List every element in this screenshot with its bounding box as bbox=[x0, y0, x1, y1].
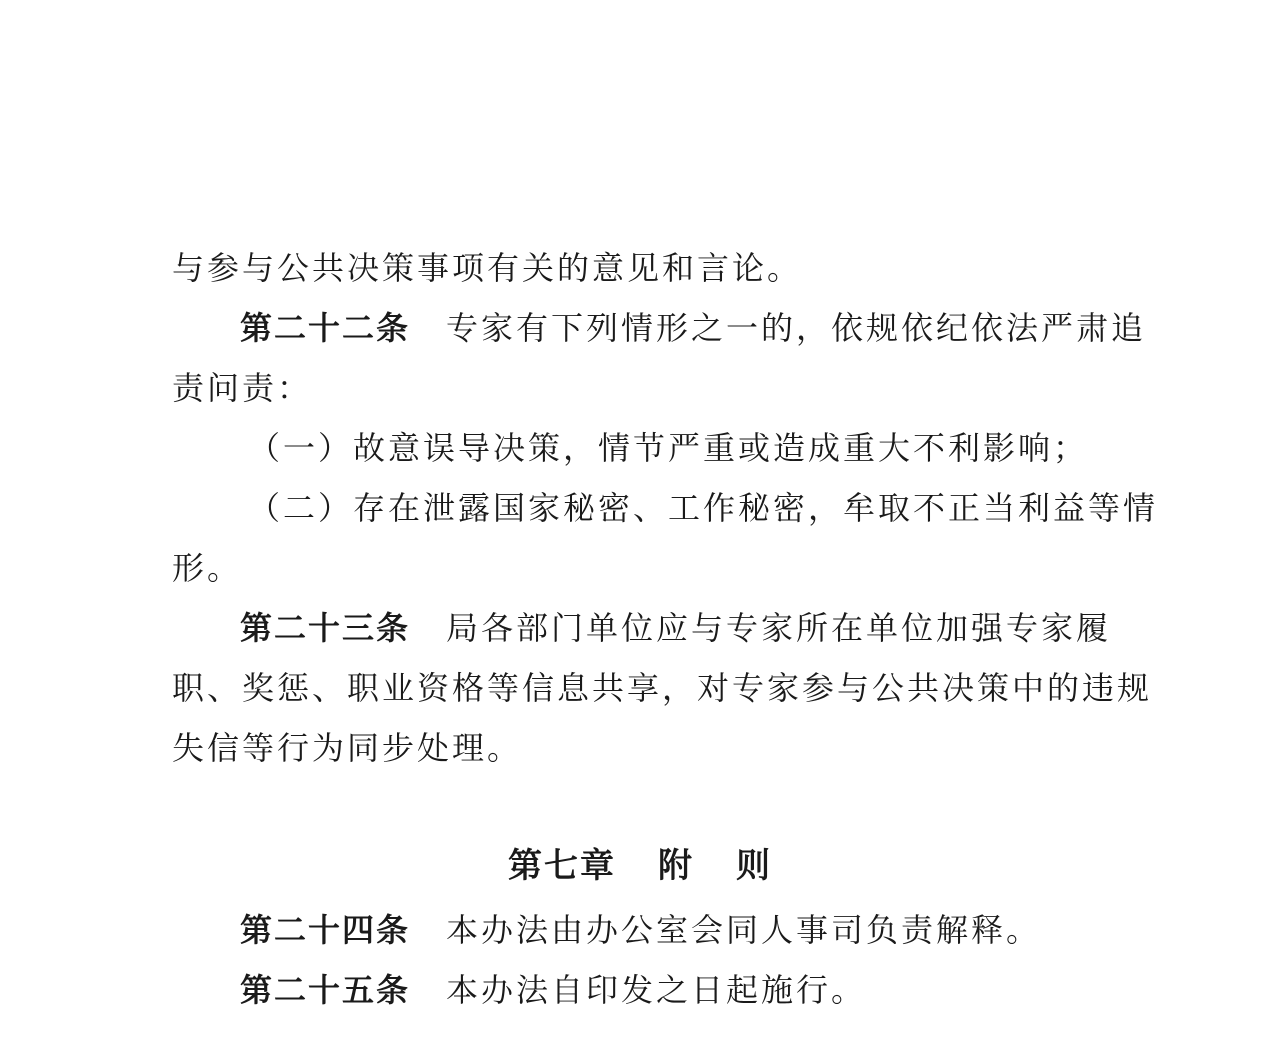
article-22-line-2: 责问责： bbox=[172, 369, 313, 407]
article-25 bbox=[240, 970, 1132, 1010]
chapter-7-heading bbox=[0, 846, 1280, 886]
article-24-heading: 第二十四条 bbox=[240, 911, 411, 949]
article-25-text: 本办法自印发之日起施行。 bbox=[446, 971, 867, 1009]
article-22-text-1: 专家有下列情形之一的，依规依纪依法严肃追 bbox=[446, 309, 1147, 347]
article-24-text: 本办法由办公室会同人事司负责解释。 bbox=[446, 911, 1042, 949]
article-22-heading: 第二十二条 bbox=[240, 309, 411, 347]
item-1: （一）故意误导决策，情节严重或造成重大不利影响； bbox=[248, 429, 1089, 467]
item-2-line-1: （二）存在泄露国家秘密、工作秘密，牟取不正当利益等情 bbox=[248, 489, 1159, 527]
article-23-heading: 第二十三条 bbox=[240, 609, 411, 647]
article-23-text-1: 局各部门单位应与专家所在单位加强专家履 bbox=[446, 609, 1112, 647]
article-22-line-1 bbox=[240, 308, 1147, 348]
paragraph-continuation: 与参与公共决策事项有关的意见和言论。 bbox=[172, 249, 803, 287]
article-23-line-3: 失信等行为同步处理。 bbox=[172, 729, 523, 767]
item-2-line-2: 形。 bbox=[172, 549, 243, 587]
article-23-line-1 bbox=[240, 608, 1132, 648]
article-24 bbox=[240, 910, 1132, 950]
chapter-7-number: 第七章 bbox=[508, 846, 616, 886]
chapter-7-title-part-2: 则 bbox=[736, 846, 772, 886]
article-25-heading: 第二十五条 bbox=[240, 971, 411, 1009]
article-23-line-2: 职、奖惩、职业资格等信息共享，对专家参与公共决策中的违规 bbox=[172, 669, 1153, 707]
chapter-7-title-part-1: 附 bbox=[658, 846, 694, 886]
